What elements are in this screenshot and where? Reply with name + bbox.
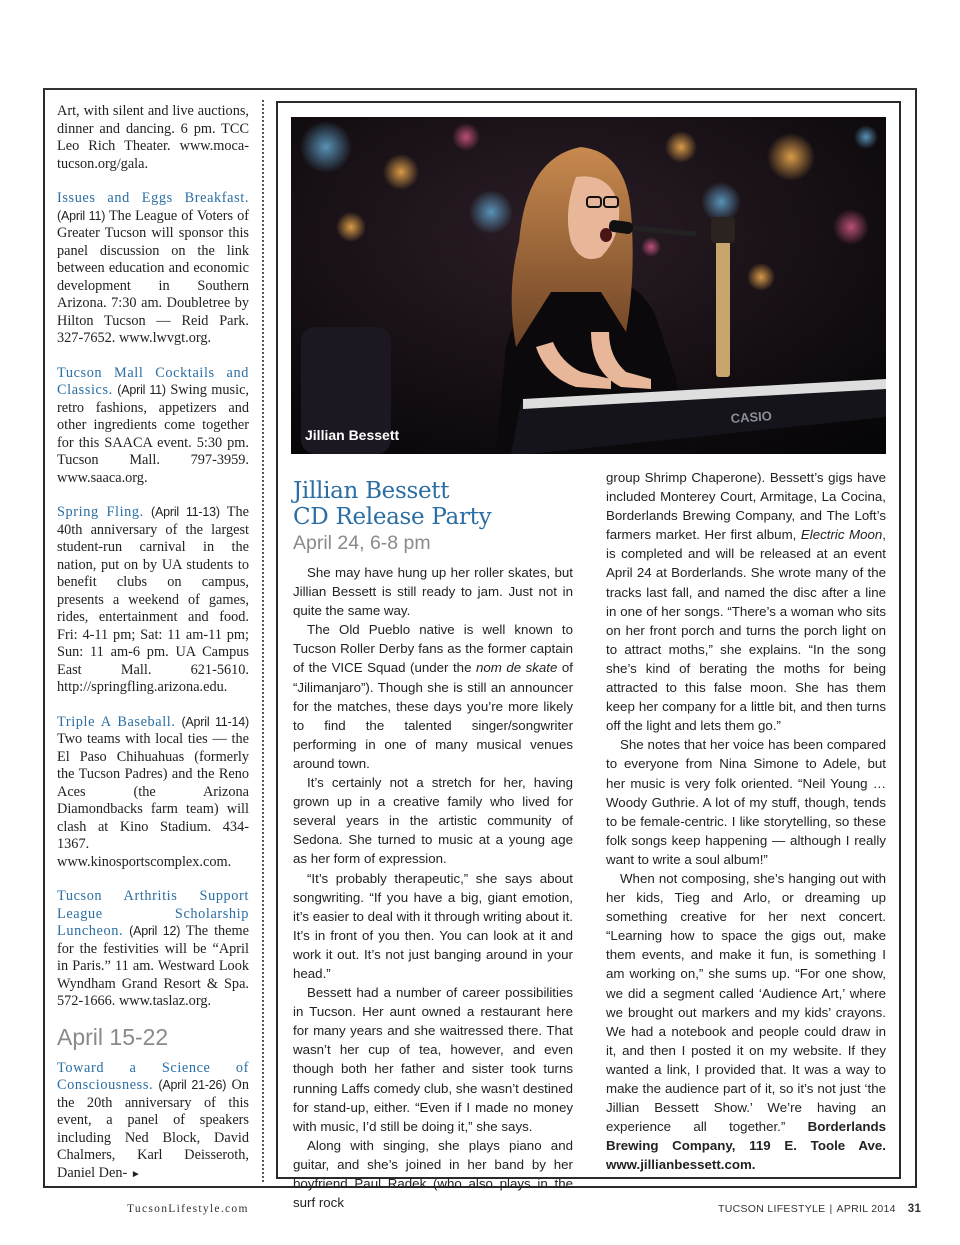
event-date-subhead: April 24, 6-8 pm	[293, 532, 431, 554]
event-description: The League of Voters of Greater Tucson will sponsor this panel discussion on the link between education and economic development in Southern Arizona. 7:30 am. Doubletree by Hilton Tucson — Reid Park. 327-7652. www.lwvgt.org.	[57, 207, 249, 346]
article-paragraph: “It’s probably therapeutic,” she says about songwriting. “If you have a big, giant emotion, it’s easier to deal with it through writing about it. It’s in front of you then. You can look at it and work it out. It’s not just banging around in your head.”	[293, 870, 573, 981]
event-listing	[57, 714, 249, 872]
event-title: Tucson Arthritis Support League Scholarship Luncheon.	[57, 888, 249, 939]
event-date: (April 12)	[129, 924, 181, 938]
article-paragraph	[606, 869, 886, 1175]
event-date: (April 11)	[117, 383, 166, 397]
event-listing	[57, 888, 249, 1011]
event-title: Triple A Baseball.	[57, 713, 176, 730]
article-paragraph: Bessett had a number of career possibilities in Tucson. Her aunt owned a restaurant here for many years and she waitressed there. That wasn’t her cup of tea, however, and even though both her father and sister took turns running Laffs comedy club, she wasn’t destined for stand-up, either. “Even if I made no money with music, I’d still be doing it,” she says.	[293, 985, 573, 1134]
article-paragraph	[606, 468, 886, 735]
concert-photo-illustration	[291, 117, 886, 454]
column-divider	[262, 100, 264, 1182]
event-title: Tucson Mall Cocktails and Classics.	[57, 364, 249, 398]
footer-magazine-name: TUCSON LIFESTYLE	[718, 1203, 826, 1215]
article-text: group Shrimp Chaperone). Bessett’s gigs have included Monterey Court, Armitage, La Cocina, Borderlands Brewing Company, and The Loft’s farmers market. Her first album,	[606, 470, 886, 543]
frame-top-rule	[43, 88, 917, 90]
footer-folio	[718, 1203, 921, 1215]
event-description: Swing music, retro fashions, appetizers and other ingredients come together for this SAACA event. 5:30 pm. Tucson Mall. 797-3959. www.saaca.org.	[57, 382, 249, 486]
event-date: (April 11-14)	[181, 714, 249, 729]
page-number: 31	[907, 1203, 922, 1215]
event-description: On the 20th anniversary of this event, a panel of speakers including Ned Block, David Chalmers, Karl Deisseroth, Daniel Den-	[57, 1077, 249, 1181]
keyboard-brand-text: CASIO	[730, 408, 773, 426]
event-description: The 40th anniversary of the largest student-run carnival in the nation, put on by UA students to benefit clubs on campus, presents a weekend of games, rides, entertainment and food. Fri: 4-11 pm; Sat: 11 am-11 pm; Sun: 11 am-6 pm. UA Campus East Mall. 621-5610. http://springfling.arizona.edu.	[57, 504, 249, 695]
article-text: , is completed and will be released at an event April 24 at Borderlands. She wrote many of the tracks last fall, and named the disc after a line in one of her songs. “There’s a woman who sits on her front porch and turns the porch light on to attract moths,” she explains. “In the song she’s kind of berating the moths for being attracted to this false moon. She has them keep her company for a little bit, and then turns off the light and lets them go.”	[606, 527, 886, 734]
article-column-2	[606, 468, 886, 1174]
event-title: Issues and Eggs Breakfast.	[57, 190, 249, 206]
event-listing	[57, 504, 249, 697]
feature-headline	[293, 478, 593, 530]
article-paragraph: She may have hung up her roller skates, but Jillian Bessett is still ready to jam. Just not in quite the same way.	[293, 565, 573, 619]
events-sidebar	[57, 103, 249, 1183]
footer-issue-date: APRIL 2014	[836, 1203, 896, 1215]
headline-line-1: Jillian Bessett	[293, 478, 450, 504]
event-date: (April 11)	[57, 208, 106, 223]
article-paragraph: Along with singing, she plays piano and guitar, and she’s joined in her band by her boyfriend Paul Radek (who also plays in the surf rock	[293, 1137, 573, 1211]
performer-photo	[291, 117, 886, 454]
article-text: of “Jilimanjaro”). Though she is still an announcer for the matches, these days you’re more likely to find the talented singer/songwriter performing in one of many musical venues around town.	[293, 660, 573, 771]
event-date: (April 21-26)	[158, 1078, 227, 1092]
event-listing	[57, 365, 249, 488]
event-listing	[57, 190, 249, 348]
event-title: Spring Fling.	[57, 504, 144, 520]
article-paragraph	[293, 620, 573, 773]
footer-separator: |	[829, 1203, 833, 1215]
footer-website: TucsonLifestyle.com	[127, 1203, 249, 1215]
article-italic-text: nom de skate	[475, 660, 558, 676]
photo-caption: Jillian Bessett	[305, 427, 400, 443]
article-column-1	[293, 563, 573, 1212]
event-listing	[57, 1060, 249, 1184]
event-description: The theme for the festivities will be “April in Paris.” 11 am. Westward Look Wyndham Grand Resort & Spa. 572-1666. www.taslaz.org.	[57, 923, 249, 1009]
article-text: The Old Pueblo native is well known to Tucson Roller Derby fans as the former captain of the VICE Squad (under the	[293, 622, 573, 676]
article-paragraph: She notes that her voice has been compared to everyone from Nina Simone to Adele, but her music is very folk oriented. “Neil Young … Woody Guthrie. A lot of my stuff, though, tends to be female-centric. I like storytelling, so these folk songs keep happening — although I really want to write a soul album!”	[606, 737, 886, 867]
event-description: Two teams with local ties — the El Paso Chihuahuas (formerly the Tucson Padres) and the Reno Aces (the Arizona Diamondbacks farm team) will clash at Kino Stadium. 434-1367. www.kinosportscomplex.com.	[57, 731, 249, 870]
article-paragraph: It’s certainly not a stretch for her, having grown up in a creative family who lived for several years in the artistic community of Sedona. She turned to music at a young age as her form of expression.	[293, 775, 573, 867]
section-date-heading: April 15-22	[57, 1023, 169, 1050]
continued-arrow-icon: ►	[130, 1168, 141, 1180]
venue-info: Borderlands Brewing Company, 119 E. Toole Ave. www.jillianbessett.com.	[606, 1119, 886, 1173]
headline-line-2: CD Release Party	[293, 504, 492, 530]
article-text: When not composing, she’s hanging out with her kids, Tieg and Arlo, or dreaming up something creative for her next concert. “Learning how to space the gigs out, make them events, and make it fun, is something I am working on,” she sums up. “For one show, we did a segment called ‘Audience Art,’ where we brought out markers and my kids’ crayons. We had a notebook and people could draw in it, and then I posted it on my website. If they wanted a link, I provided that. It was a way to make the audience part of it, so it’s not just ‘the Jillian Bessett Show.’ We’re having an experience all together.”	[606, 870, 886, 1135]
event-title: Toward a Science of Consciousness.	[57, 1059, 249, 1093]
event-continued-text: Art, with silent and live auctions, dinner and dancing. 6 pm. TCC Leo Rich Theater. www.moca-tucson.org/gala.	[57, 103, 249, 172]
album-title: Electric Moon	[800, 527, 883, 543]
event-date: (April 11-13)	[151, 505, 220, 519]
